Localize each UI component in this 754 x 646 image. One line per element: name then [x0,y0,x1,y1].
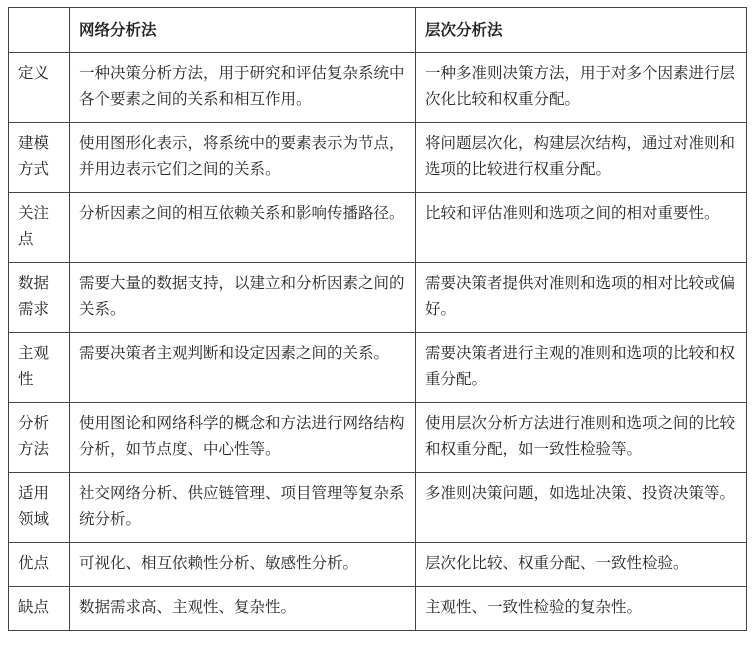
header-empty-cell [9,8,70,53]
row-label: 适用领域 [9,473,70,543]
row-label: 建模方式 [9,123,70,193]
row-label: 分析方法 [9,403,70,473]
table-row [9,473,747,543]
table-row [9,333,747,403]
table-row [9,123,747,193]
anp-cell: 使用图形化表示，将系统中的要素表示为节点，并用边表示它们之间的关系。 [70,123,416,193]
anp-cell: 数据需求高、主观性、复杂性。 [70,587,416,631]
anp-cell: 可视化、相互依赖性分析、敏感性分析。 [70,543,416,587]
row-label: 缺点 [9,587,70,631]
ahp-cell: 将问题层次化，构建层次结构，通过对准则和选项的比较进行权重分配。 [416,123,747,193]
ahp-cell: 一种多准则决策方法，用于对多个因素进行层次化比较和权重分配。 [416,53,747,123]
table-row [9,543,747,587]
ahp-cell: 比较和评估准则和选项之间的相对重要性。 [416,193,747,263]
ahp-cell: 需要决策者进行主观的准则和选项的比较和权重分配。 [416,333,747,403]
anp-cell: 一种决策分析方法，用于研究和评估复杂系统中各个要素之间的关系和相互作用。 [70,53,416,123]
ahp-cell: 需要决策者提供对准则和选项的相对比较或偏好。 [416,263,747,333]
table-row [9,193,747,263]
row-label: 数据需求 [9,263,70,333]
table-row [9,53,747,123]
anp-cell: 需要决策者主观判断和设定因素之间的关系。 [70,333,416,403]
anp-cell: 分析因素之间的相互依赖关系和影响传播路径。 [70,193,416,263]
header-anp: 网络分析法 [70,8,416,53]
comparison-table [8,7,747,631]
row-label: 定义 [9,53,70,123]
ahp-cell: 层次化比较、权重分配、一致性检验。 [416,543,747,587]
anp-cell: 社交网络分析、供应链管理、项目管理等复杂系统分析。 [70,473,416,543]
ahp-cell: 使用层次分析方法进行准则和选项之间的比较和权重分配，如一致性检验等。 [416,403,747,473]
table-row [9,263,747,333]
anp-cell: 需要大量的数据支持，以建立和分析因素之间的关系。 [70,263,416,333]
table-row [9,403,747,473]
header-ahp: 层次分析法 [416,8,747,53]
row-label: 主观性 [9,333,70,403]
table-row [9,587,747,631]
anp-cell: 使用图论和网络科学的概念和方法进行网络结构分析，如节点度、中心性等。 [70,403,416,473]
ahp-cell: 主观性、一致性检验的复杂性。 [416,587,747,631]
row-label: 关注点 [9,193,70,263]
header-row [9,8,747,53]
ahp-cell: 多准则决策问题，如选址决策、投资决策等。 [416,473,747,543]
row-label: 优点 [9,543,70,587]
